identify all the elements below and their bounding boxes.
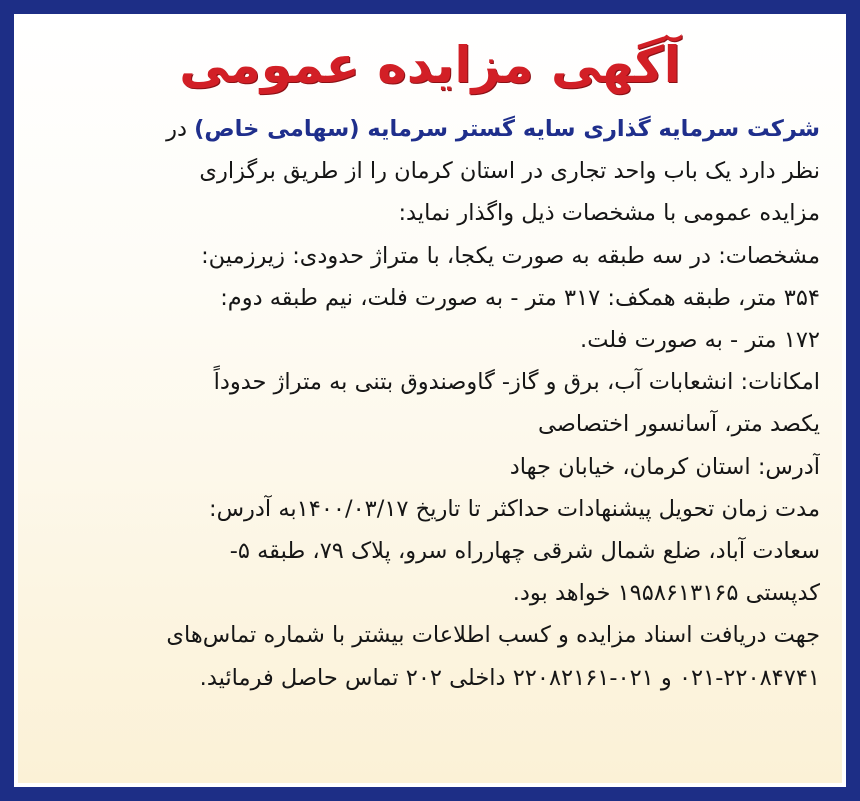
facilities-line-2: یکصد متر، آسانسور اختصاصی xyxy=(538,411,820,438)
notice-title: آگهی مزایده عمومی xyxy=(179,36,681,94)
body-line-2: مزایده عمومی با مشخصات ذیل واگذار نماید: xyxy=(398,200,820,227)
facilities-line-1: امکانات: انشعابات آب، برق و گاز- گاوصندوق بتنی به متراژ حدوداً xyxy=(213,369,820,396)
deadline-line: مدت زمان تحویل پیشنهادات حداکثر تا تاریخ ۱۴۰۰/۰۳/۱۷به آدرس: xyxy=(209,495,820,522)
intro-suffix: در xyxy=(166,116,195,142)
body-line-1: نظر دارد یک باب واحد تجاری در استان کرمان را از طریق برگزاری xyxy=(199,158,820,185)
intro-line xyxy=(40,108,820,150)
ad-frame-inner xyxy=(14,14,846,787)
specs-line-2: ۳۵۴ متر، طبقه همکف: ۳۱۷ متر - به صورت فلت، نیم طبقه دوم: xyxy=(220,284,820,311)
specs-line-1: مشخصات: در سه طبقه به صورت یکجا، با متراژ حدودی: زیرزمین: xyxy=(201,242,820,269)
notice-body xyxy=(40,108,820,699)
address-line: آدرس: استان کرمان، خیابان جهاد xyxy=(509,453,820,480)
postal-code-line: کدپستی ۱۹۵۸۶۱۳۱۶۵ خواهد بود. xyxy=(512,580,820,607)
ad-panel xyxy=(18,18,842,783)
office-address-line: سعادت آباد، ضلع شمال شرقی چهارراه سرو، پلاک ۷۹، طبقه ۵- xyxy=(229,538,820,565)
contact-line-1: جهت دریافت اسناد مزایده و کسب اطلاعات بیشتر با شماره تماس‌های xyxy=(166,622,820,649)
contact-line-2: ۰۲۱-۲۲۰۸۴۷۴۱ و ۰۲۱-۲۲۰۸۲۱۶۱ داخلی ۲۰۲ تماس حاصل فرمائید. xyxy=(199,664,820,691)
company-name: شرکت سرمایه گذاری سایه گستر سرمایه (سهامی خاص) xyxy=(194,116,820,142)
specs-line-3: ۱۷۲ متر - به صورت فلت. xyxy=(580,327,820,354)
